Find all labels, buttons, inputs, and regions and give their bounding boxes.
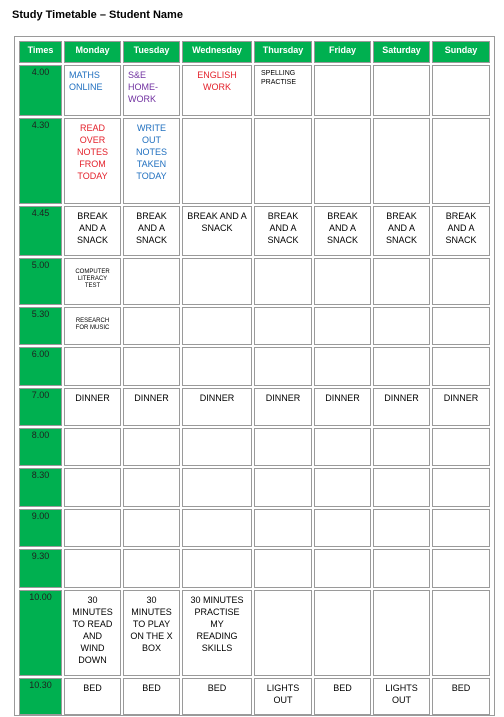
timetable-cell: [432, 118, 490, 204]
timetable-cell: ENGLISH WORK: [182, 65, 252, 116]
time-cell: 10.00: [19, 590, 62, 676]
timetable-cell: [182, 549, 252, 588]
timetable-cell: [123, 347, 180, 386]
time-cell: 10.30: [19, 678, 62, 715]
table-row: [19, 468, 490, 507]
time-cell: 9.00: [19, 509, 62, 547]
time-cell: 9.30: [19, 549, 62, 588]
timetable-cell: [373, 549, 430, 588]
table-row: [19, 428, 490, 466]
timetable-cell: BREAK AND A SNACK: [182, 206, 252, 256]
table-row: [19, 65, 490, 116]
timetable-cell: [123, 258, 180, 305]
timetable-cell: [314, 118, 371, 204]
timetable-cell: DINNER: [254, 388, 312, 426]
timetable-cell: [182, 347, 252, 386]
table-row: [19, 258, 490, 305]
timetable-cell: WRITE OUT NOTES TAKEN TODAY: [123, 118, 180, 204]
page-title: Study Timetable – Student Name: [12, 9, 183, 21]
table-row: [19, 347, 490, 386]
timetable-cell: [254, 307, 312, 345]
timetable-cell: [254, 428, 312, 466]
timetable-cell: [373, 509, 430, 547]
header-sunday: Sunday: [432, 41, 490, 63]
timetable-cell: 30 MINUTES PRACTISE MY READING SKILLS: [182, 590, 252, 676]
header-wednesday: Wednesday: [182, 41, 252, 63]
table-row: [19, 549, 490, 588]
timetable-cell: [314, 549, 371, 588]
table-row: [19, 307, 490, 345]
timetable-cell: [123, 468, 180, 507]
timetable-cell: [64, 347, 121, 386]
timetable-cell: 30 MINUTES TO PLAY ON THE X BOX: [123, 590, 180, 676]
timetable-cell: BREAK AND A SNACK: [64, 206, 121, 256]
timetable-cell: SPELLING PRACTISE: [254, 65, 312, 116]
timetable-cell: 30 MINUTES TO READ AND WIND DOWN: [64, 590, 121, 676]
timetable-cell: [432, 65, 490, 116]
timetable-cell: [182, 258, 252, 305]
timetable-cell: DINNER: [432, 388, 490, 426]
timetable-cell: [432, 509, 490, 547]
timetable-cell: [64, 468, 121, 507]
timetable-cell: S&E HOME-WORK: [123, 65, 180, 116]
timetable-cell: [373, 590, 430, 676]
timetable-cell: BREAK AND A SNACK: [373, 206, 430, 256]
timetable-cell: [373, 347, 430, 386]
timetable-cell: [182, 509, 252, 547]
table-row: [19, 118, 490, 204]
timetable-cell: [254, 468, 312, 507]
timetable-cell: [123, 307, 180, 345]
timetable-cell: BED: [432, 678, 490, 715]
header-row: [19, 41, 490, 63]
timetable-cell: DINNER: [64, 388, 121, 426]
timetable-cell: [314, 509, 371, 547]
header-friday: Friday: [314, 41, 371, 63]
header-saturday: Saturday: [373, 41, 430, 63]
timetable-cell: BREAK AND A SNACK: [254, 206, 312, 256]
table-row: [19, 388, 490, 426]
time-cell: 6.00: [19, 347, 62, 386]
timetable-cell: [64, 509, 121, 547]
timetable-cell: DINNER: [373, 388, 430, 426]
timetable-cell: DINNER: [123, 388, 180, 426]
timetable-cell: [432, 590, 490, 676]
timetable-cell: LIGHTS OUT: [373, 678, 430, 715]
timetable-cell: [314, 468, 371, 507]
timetable-cell: BED: [314, 678, 371, 715]
timetable-cell: [182, 428, 252, 466]
table-row: [19, 206, 490, 256]
time-cell: 4.45: [19, 206, 62, 256]
timetable-cell: COMPUTER LITERACY TEST: [64, 258, 121, 305]
timetable-cell: [373, 65, 430, 116]
header-thursday: Thursday: [254, 41, 312, 63]
timetable-cell: [182, 468, 252, 507]
timetable-cell: DINNER: [182, 388, 252, 426]
time-cell: 7.00: [19, 388, 62, 426]
timetable-cell: [314, 307, 371, 345]
timetable-cell: [432, 549, 490, 588]
timetable-cell: [432, 347, 490, 386]
timetable-cell: READ OVER NOTES FROM TODAY: [64, 118, 121, 204]
timetable-cell: [373, 258, 430, 305]
timetable-cell: BED: [64, 678, 121, 715]
timetable-cell: [314, 428, 371, 466]
timetable-cell: [314, 590, 371, 676]
timetable-cell: [432, 468, 490, 507]
timetable-cell: [254, 549, 312, 588]
timetable-cell: [432, 428, 490, 466]
timetable-cell: [182, 307, 252, 345]
timetable-cell: [432, 307, 490, 345]
header-tuesday: Tuesday: [123, 41, 180, 63]
timetable-cell: [254, 509, 312, 547]
time-cell: 5.30: [19, 307, 62, 345]
timetable-cell: DINNER: [314, 388, 371, 426]
timetable-cell: [314, 347, 371, 386]
timetable-cell: [254, 258, 312, 305]
time-cell: 8.30: [19, 468, 62, 507]
timetable-cell: [254, 590, 312, 676]
timetable-cell: [123, 428, 180, 466]
timetable-cell: [64, 428, 121, 466]
timetable-cell: [254, 118, 312, 204]
timetable-cell: [314, 65, 371, 116]
timetable-cell: [64, 549, 121, 588]
timetable-frame: [14, 36, 495, 716]
timetable-cell: BREAK AND A SNACK: [123, 206, 180, 256]
timetable-cell: [373, 428, 430, 466]
header-monday: Monday: [64, 41, 121, 63]
timetable-cell: BREAK AND A SNACK: [432, 206, 490, 256]
timetable: [17, 39, 492, 717]
timetable-cell: LIGHTS OUT: [254, 678, 312, 715]
time-cell: 4.30: [19, 118, 62, 204]
timetable-cell: RESEARCH FOR MUSIC: [64, 307, 121, 345]
header-times: Times: [19, 41, 62, 63]
timetable-cell: [432, 258, 490, 305]
table-row: [19, 678, 490, 715]
timetable-cell: MATHS ONLINE: [64, 65, 121, 116]
time-cell: 8.00: [19, 428, 62, 466]
timetable-cell: BED: [123, 678, 180, 715]
timetable-cell: [373, 118, 430, 204]
timetable-cell: [373, 307, 430, 345]
timetable-cell: [123, 509, 180, 547]
timetable-cell: [123, 549, 180, 588]
timetable-cell: [182, 118, 252, 204]
table-row: [19, 509, 490, 547]
table-row: [19, 590, 490, 676]
timetable-cell: [254, 347, 312, 386]
timetable-cell: BED: [182, 678, 252, 715]
time-cell: 5.00: [19, 258, 62, 305]
time-cell: 4.00: [19, 65, 62, 116]
timetable-cell: BREAK AND A SNACK: [314, 206, 371, 256]
timetable-cell: [314, 258, 371, 305]
timetable-cell: [373, 468, 430, 507]
